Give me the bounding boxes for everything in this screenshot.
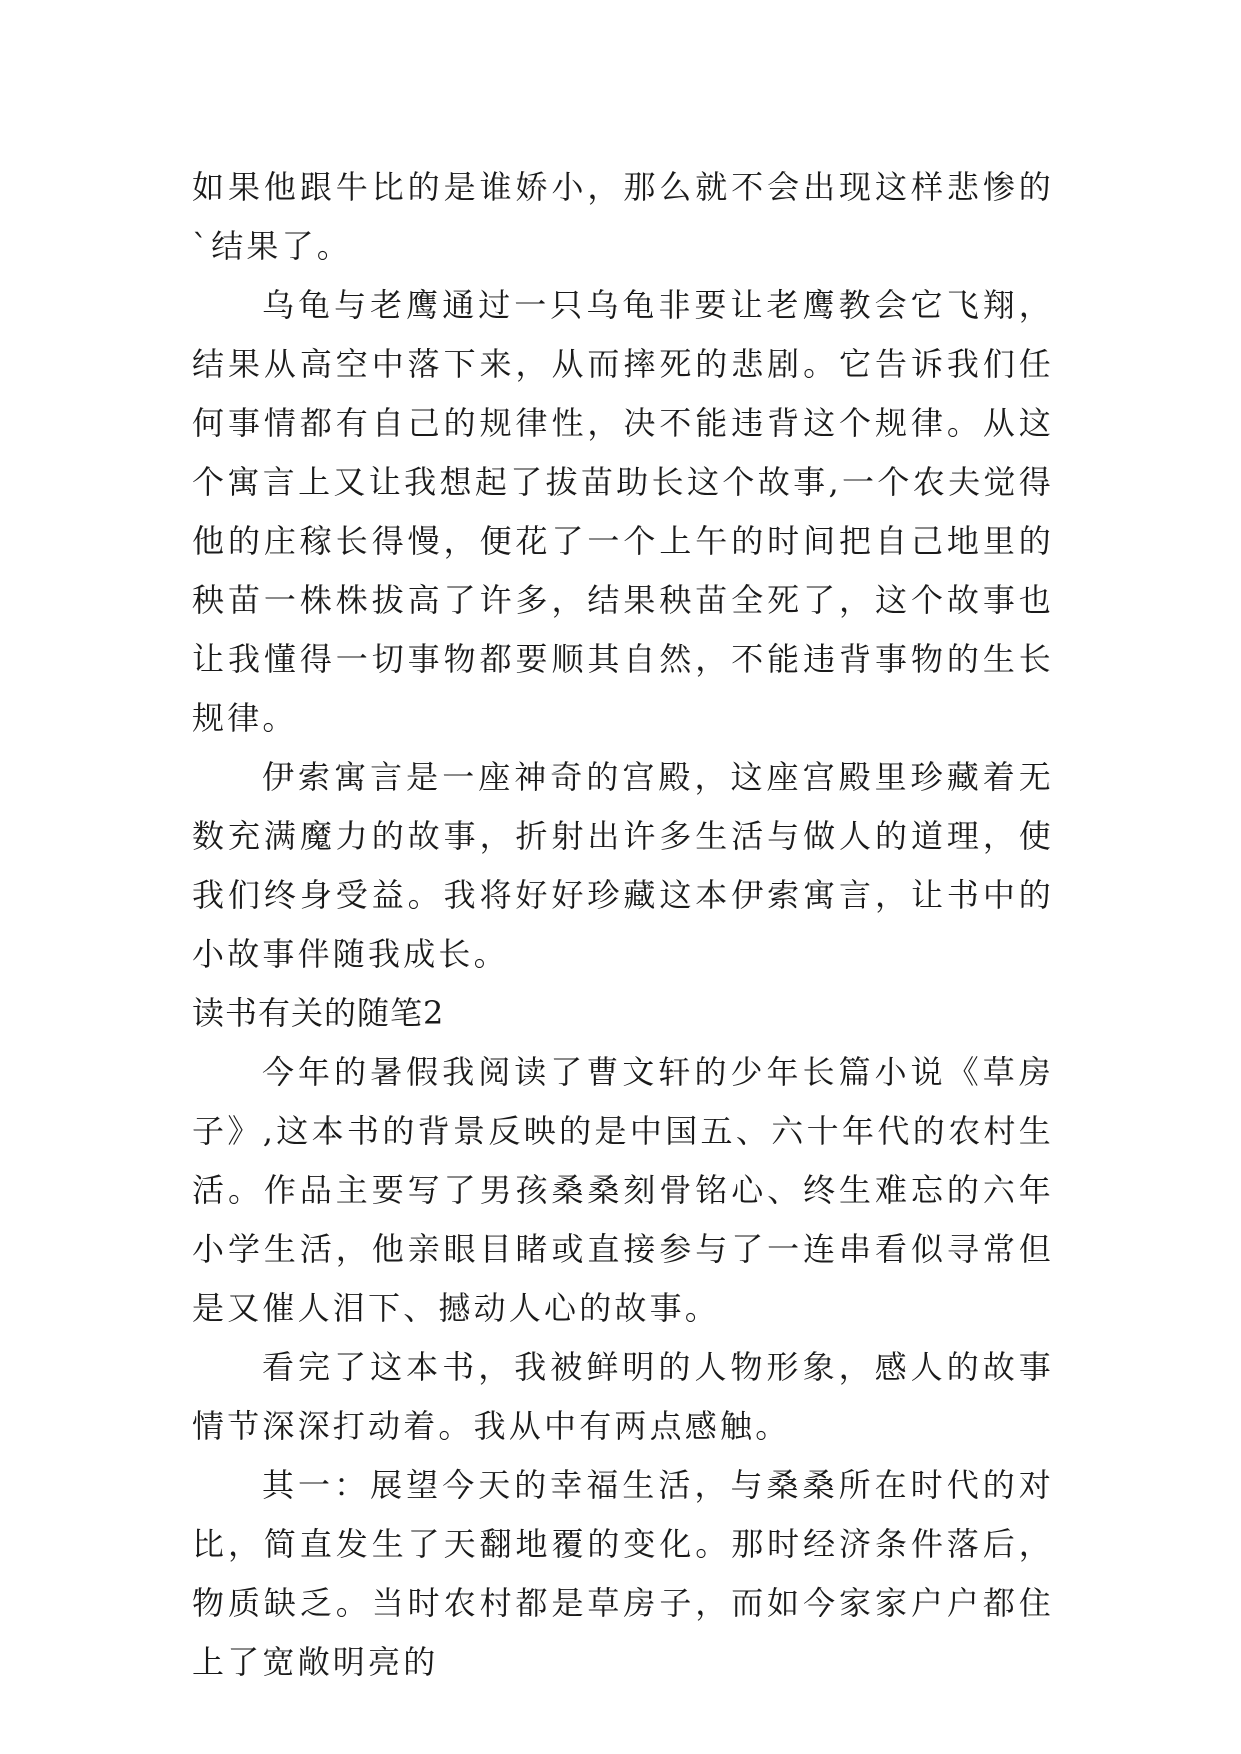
paragraph-first-point: 其一：展望今天的幸福生活，与桑桑所在时代的对比，简直发生了天翻地覆的变化。那时经济条件落后，物质缺乏。当时农村都是草房子，而如今家家户户都住上了宽敞明亮的 xyxy=(192,1466,1054,1681)
paragraph-grass-house-intro: 今年的暑假我阅读了曹文轩的少年长篇小说《草房子》,这本书的背景反映的是中国五、六十年代的农村生活。作品主要写了男孩桑桑刻骨铭心、终生难忘的六年小学生活，他亲眼目睹或直接参与了一连串看似寻常但是又催人泪下、撼动人心的故事。 xyxy=(192,1053,1054,1327)
section-heading: 读书有关的随笔2 xyxy=(192,994,445,1032)
paragraph-impressions: 看完了这本书，我被鲜明的人物形象，感人的故事情节深深打动着。我从中有两点感触。 xyxy=(192,1348,1054,1445)
document-body xyxy=(192,158,1054,1692)
paragraph-continuation: 如果他跟牛比的是谁娇小，那么就不会出现这样悲惨的`结果了。 xyxy=(192,168,1054,265)
paragraph-tortoise-eagle: 乌龟与老鹰通过一只乌龟非要让老鹰教会它飞翔，结果从高空中落下来，从而摔死的悲剧。它告诉我们任何事情都有自己的规律性，决不能违背这个规律。从这个寓言上又让我想起了拔苗助长这个故事,一个农夫觉得他的庄稼长得慢，便花了一个上午的时间把自己地里的秧苗一株株拔高了许多，结果秧苗全死了，这个故事也让我懂得一切事物都要顺其自然，不能违背事物的生长规律。 xyxy=(192,286,1054,737)
paragraph-aesop-palace: 伊索寓言是一座神奇的宫殿，这座宫殿里珍藏着无数充满魔力的故事，折射出许多生活与做人的道理，使我们终身受益。我将好好珍藏这本伊索寓言，让书中的小故事伴随我成长。 xyxy=(192,758,1054,973)
